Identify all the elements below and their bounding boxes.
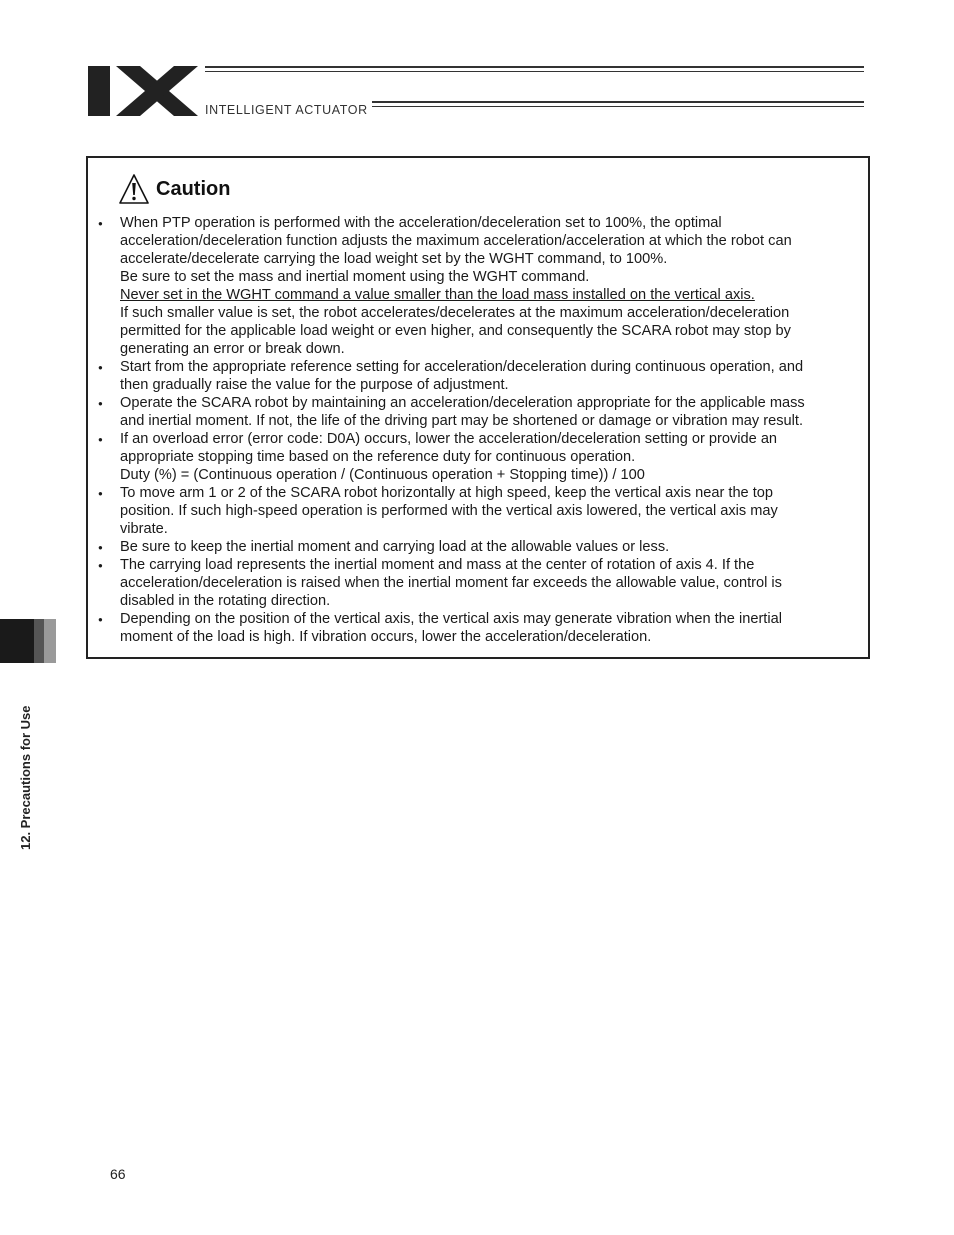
caution-item [96, 214, 858, 358]
caution-item-line: Depending on the position of the vertical axis, the vertical axis may generate vibration when the inertial [120, 611, 782, 627]
caution-item-line: Operate the SCARA robot by maintaining an acceleration/deceleration appropriate for the applicable mass [120, 395, 805, 411]
header-rule-bottom-thin [372, 106, 864, 107]
caution-item-line: If an overload error (error code: D0A) occurs, lower the acceleration/deceleration setting or provide an [120, 431, 778, 447]
page-number: 66 [110, 1166, 126, 1182]
caution-item [96, 430, 858, 484]
caution-item-line: then gradually raise the value for the purpose of adjustment. [120, 377, 509, 393]
caution-item-line: vibrate. [120, 521, 168, 537]
caution-list [96, 214, 858, 646]
header-rule-top-thin [205, 71, 864, 72]
caution-item-line: Start from the appropriate reference setting for acceleration/deceleration during continuous operation, and [120, 359, 804, 375]
caution-item-line: disabled in the rotating direction. [120, 593, 331, 609]
bullet-icon: ● [98, 363, 103, 372]
bullet-icon: ● [98, 399, 103, 408]
bullet-icon: ● [98, 219, 103, 228]
chapter-side-label: 12. Precautions for Use [18, 705, 33, 850]
caution-item-line: Be sure to keep the inertial moment and carrying load at the allowable values or less. [120, 539, 670, 555]
caution-item-line: and inertial moment. If not, the life of the driving part may be shortened or damage or vibration may result. [120, 413, 804, 429]
caution-item-line: acceleration/deceleration function adjusts the maximum acceleration/acceleration at which the robot can [120, 233, 792, 249]
caution-title: Caution [156, 177, 231, 200]
logo-subtitle: INTELLIGENT ACTUATOR [205, 103, 368, 117]
bullet-icon: ● [98, 615, 103, 624]
caution-item [96, 358, 858, 394]
caution-item-line: moment of the load is high. If vibration occurs, lower the acceleration/deceleration. [120, 629, 652, 645]
caution-item [96, 394, 858, 430]
caution-item-line: To move arm 1 or 2 of the SCARA robot horizontally at high speed, keep the vertical axis near the top [120, 485, 774, 501]
caution-item [96, 538, 858, 556]
caution-item-line: appropriate stopping time based on the reference duty for continuous operation. [120, 449, 636, 465]
caution-box [86, 156, 870, 659]
caution-item-line: acceleration/deceleration is raised when the inertial moment far exceeds the allowable value, control is [120, 575, 782, 591]
warning-triangle-icon [118, 173, 150, 205]
caution-item [96, 484, 858, 538]
caution-item-line: permitted for the applicable load weight or even higher, and consequently the SCARA robot may stop by [120, 323, 791, 339]
ix-logo [88, 62, 203, 118]
caution-item-line: The carrying load represents the inertial moment and mass at the center of rotation of axis 4. If the [120, 557, 755, 573]
caution-header [118, 173, 230, 205]
caution-item-line: position. If such high-speed operation is performed with the vertical axis lowered, the vertical axis may [120, 503, 778, 519]
header-rule-top [205, 66, 864, 68]
caution-item-line: accelerate/decelerate carrying the load weight set by the WGHT command, to 100%. [120, 251, 668, 267]
caution-item [96, 610, 858, 646]
bullet-icon: ● [98, 543, 103, 552]
bullet-icon: ● [98, 489, 103, 498]
header-rule-bottom [372, 101, 864, 103]
caution-item-line: When PTP operation is performed with the acceleration/deceleration set to 100%, the optimal [120, 215, 722, 231]
bullet-icon: ● [98, 435, 103, 444]
caution-item-line: If such smaller value is set, the robot accelerates/decelerates at the maximum acceleration/deceleration [120, 305, 790, 321]
caution-item-line: Be sure to set the mass and inertial moment using the WGHT command. [120, 269, 590, 285]
chapter-tab-marker [0, 619, 56, 663]
caution-item-line: Never set in the WGHT command a value smaller than the load mass installed on the vertical axis. [120, 287, 755, 303]
caution-item-line: Duty (%) = (Continuous operation / (Continuous operation + Stopping time)) / 100 [120, 467, 645, 483]
caution-item-line: generating an error or break down. [120, 341, 345, 357]
bullet-icon: ● [98, 561, 103, 570]
caution-item [96, 556, 858, 610]
